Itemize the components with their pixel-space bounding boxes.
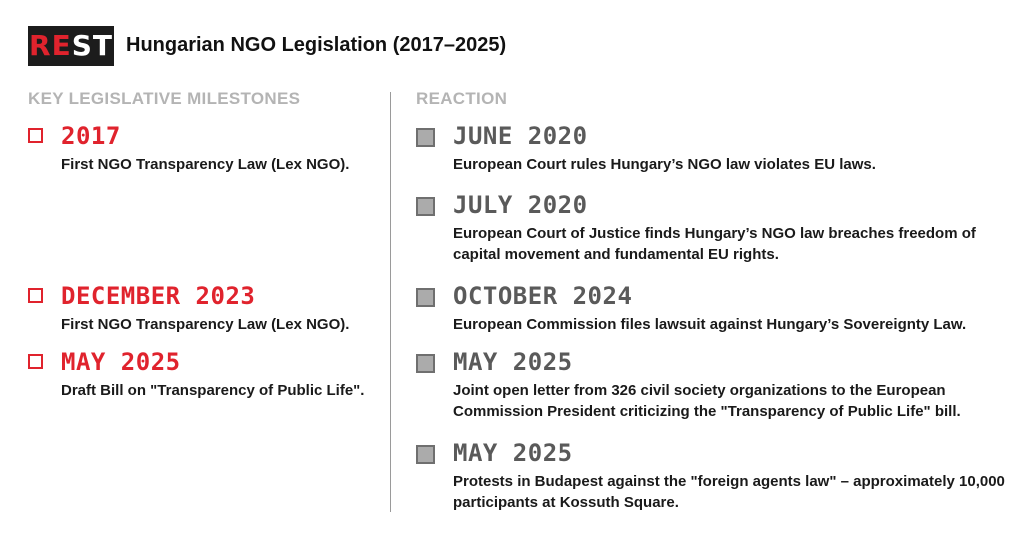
- checkbox-icon: [416, 128, 435, 147]
- reaction-text: European Court rules Hungary’s NGO law violates EU laws.: [453, 156, 876, 173]
- reaction-text: European Commission files lawsuit against Hungary’s Sovereignty Law.: [453, 316, 967, 333]
- logo-text-accent: RE: [29, 29, 72, 62]
- checkbox-icon: [416, 288, 435, 307]
- checkbox-icon: [416, 354, 435, 373]
- reaction-text: European Court of Justice finds Hungary’s NGO law breaches freedom of capital movement and fundamental EU rights.: [453, 225, 976, 263]
- reaction-date: MAY 2025: [453, 439, 573, 467]
- reaction-text: Protests in Budapest against the "foreign agents law" – approximately 10,000 participants at Kossuth Square.: [453, 473, 1005, 511]
- reaction-date: OCTOBER 2024: [453, 282, 633, 310]
- reaction-heading: REACTION: [416, 89, 508, 108]
- reaction-date: JUNE 2020: [453, 122, 588, 150]
- milestone-text: Draft Bill on "Transparency of Public Life".: [61, 382, 365, 399]
- milestones-heading: KEY LEGISLATIVE MILESTONES: [28, 89, 301, 108]
- milestone-text: First NGO Transparency Law (Lex NGO).: [61, 316, 350, 333]
- checkbox-icon: [416, 445, 435, 464]
- logo-text: ST: [71, 29, 113, 62]
- milestone-date: DECEMBER 2023: [61, 282, 256, 310]
- milestone-date: 2017: [61, 122, 121, 150]
- reaction-date: MAY 2025: [453, 348, 573, 376]
- reaction-date: JULY 2020: [453, 191, 588, 219]
- checkbox-icon: [28, 288, 43, 303]
- milestone-text: First NGO Transparency Law (Lex NGO).: [61, 156, 350, 173]
- rest-logo: [28, 26, 114, 66]
- checkbox-icon: [28, 354, 43, 369]
- page-title: Hungarian NGO Legislation (2017–2025): [126, 34, 507, 56]
- milestone-date: MAY 2025: [61, 348, 181, 376]
- reaction-text: Joint open letter from 326 civil society organizations to the European Commission President criticizing the "Transparency of Public Life" bill.: [453, 382, 961, 420]
- checkbox-icon: [416, 197, 435, 216]
- checkbox-icon: [28, 128, 43, 143]
